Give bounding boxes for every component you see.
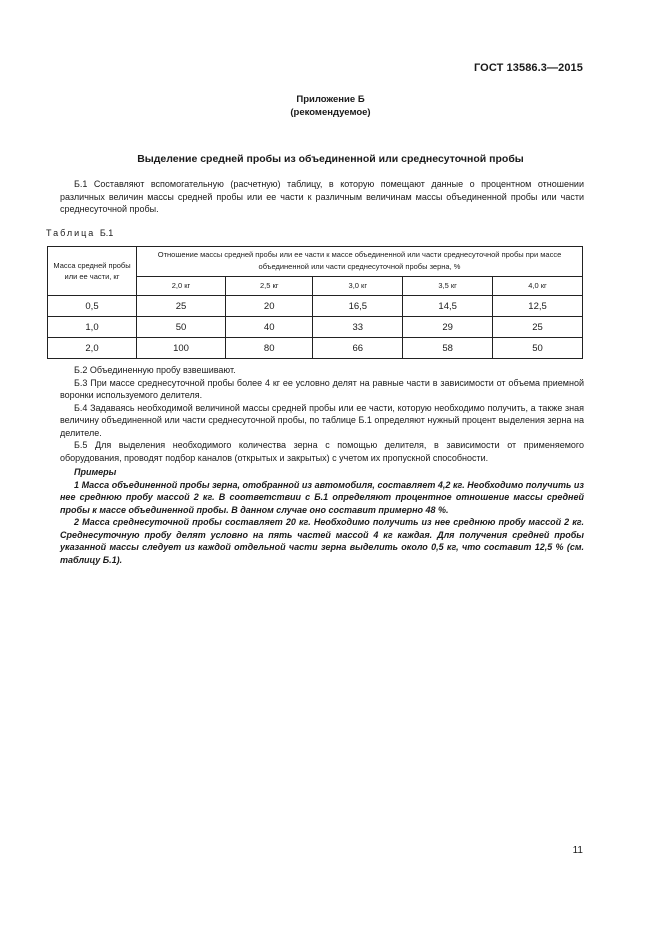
paragraph-b4: Б.4 Задаваясь необходимой величиной массы средней пробы или ее части, которую необходимо получить, а также зная величину объединенной или части среднесуточной пробы, по таблице Б.1 определяют нужный процент выделения зерна на делителе. [60, 402, 584, 438]
value-cell: 80 [226, 338, 313, 359]
page-number: 11 [572, 845, 583, 856]
column-header: 3,5 кг [403, 276, 493, 295]
value-cell: 33 [313, 317, 403, 338]
value-cell: 40 [226, 317, 313, 338]
section-title: Выделение средней пробы из объединенной или среднесуточной пробы [137, 153, 524, 165]
mass-cell: 2,0 [48, 338, 137, 359]
table-row [48, 317, 583, 338]
column-header: 3,0 кг [313, 276, 403, 295]
value-cell: 25 [137, 296, 226, 317]
document-code: ГОСТ 13586.3—2015 [473, 62, 583, 74]
paragraph-b5: Б.5 Для выделения необходимого количества зерна с помощью делителя, в зависимости от применяемого оборудования, проводят подбор каналов (открытых и закрытых) с учетом их пропускной способности. [60, 440, 584, 463]
table-caption-word: Таблица [46, 228, 96, 238]
column-header: 4,0 кг [493, 276, 583, 295]
appendix-heading [0, 93, 661, 119]
table-caption-number: Б.1 [99, 228, 114, 238]
appendix-subtitle: (рекомендуемое) [290, 107, 371, 118]
intro-paragraph-block [60, 178, 584, 216]
value-cell: 20 [226, 296, 313, 317]
example-1: 1 Масса объединенной пробы зерна, отобранной из автомобиля, составляет 4,2 кг. Необходимо получить из нее среднюю пробу массой 2 кг. В соответствии с Б.1 определяют процентное отношение массы средней пробы к массе объединенной пробы. В данном случае оно составит примерно 48 %. [60, 479, 584, 515]
mass-cell: 0,5 [48, 296, 137, 317]
value-cell: 50 [493, 338, 583, 359]
column-header: 2,5 кг [226, 276, 313, 295]
examples-heading: Примеры [74, 467, 117, 477]
mass-cell: 1,0 [48, 317, 137, 338]
value-cell: 25 [493, 317, 583, 338]
paragraph-b2: Б.2 Объединенную пробу взвешивают. [74, 365, 236, 375]
paragraph-b1: Б.1 Составляют вспомогательную (расчетную) таблицу, в которую помещают данные о процентном отношении различных величин массы средней пробы или ее части к различным величинам массы объединенной пробы или части среднесуточной пробы. [60, 179, 584, 214]
value-cell: 100 [137, 338, 226, 359]
example-2: 2 Масса среднесуточной пробы составляет 20 кг. Необходимо получить из нее среднюю пробу массой 2 кг. Среднесуточную пробу делят условно на пять частей массой 4 кг каждая. Для получения средней пробы указанной массы следует из каждой отдельной части зерна выделить около 0,5 кг, что составит 12,5 % (см. таблицу Б.1). [60, 517, 584, 565]
value-cell: 16,5 [313, 296, 403, 317]
mass-column-header: Масса средней пробы или ее части, кг [48, 247, 137, 296]
value-cell: 66 [313, 338, 403, 359]
table-row [48, 338, 583, 359]
table-row [48, 296, 583, 317]
examples-block [60, 466, 584, 566]
ratio-column-header: Отношение массы средней пробы или ее части к массе объединенной или части среднесуточной пробы при массе объединенной или части среднесуточной пробы зерна, % [137, 247, 583, 277]
procedure-paragraphs [60, 364, 584, 464]
value-cell: 50 [137, 317, 226, 338]
value-cell: 29 [403, 317, 493, 338]
column-header: 2,0 кг [137, 276, 226, 295]
ratio-table [47, 246, 583, 359]
appendix-title: Приложение Б [296, 94, 365, 105]
value-cell: 12,5 [493, 296, 583, 317]
value-cell: 14,5 [403, 296, 493, 317]
table-header-row [48, 247, 583, 277]
paragraph-b3: Б.3 При массе среднесуточной пробы более 4 кг ее условно делят на равные части в зависимости от объема приемной воронки используемого делителя. [60, 377, 584, 400]
table-caption [46, 228, 113, 238]
value-cell: 58 [403, 338, 493, 359]
